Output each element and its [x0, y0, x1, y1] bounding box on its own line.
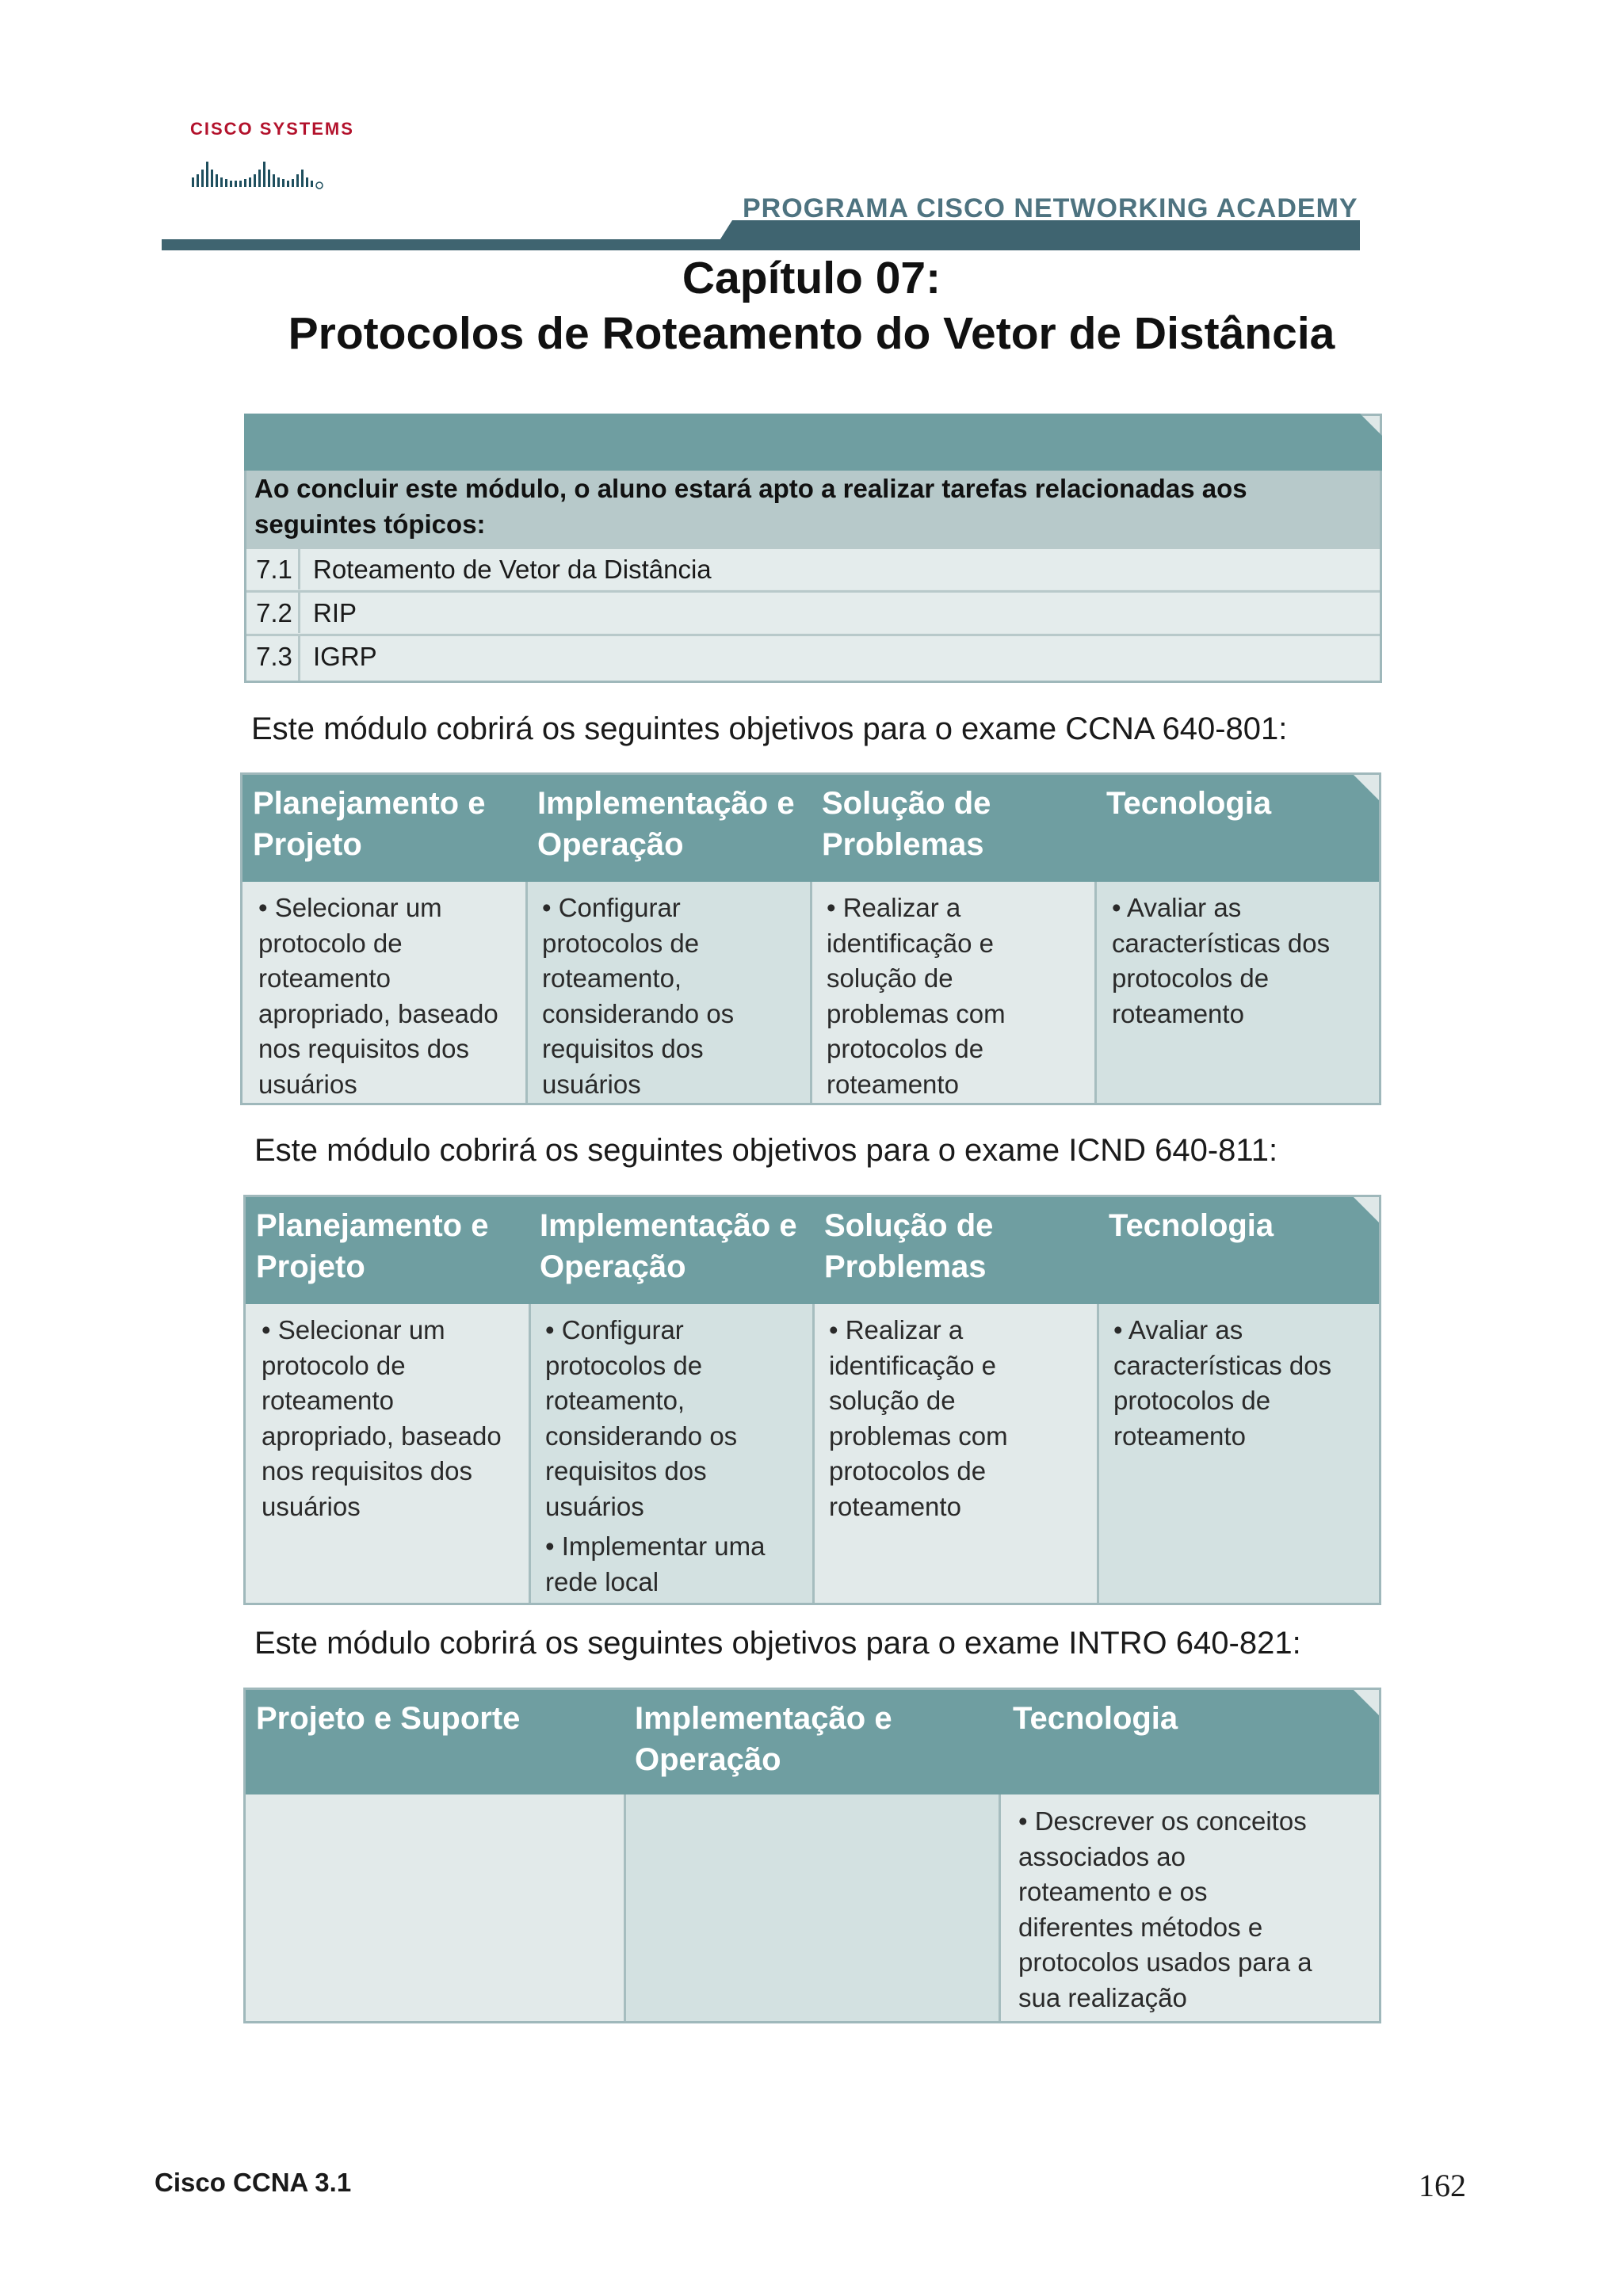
column-divider: [525, 882, 528, 1103]
column-header: Solução de Problemas: [822, 786, 991, 862]
table-cell: • Configurar protocolos de roteamento, considerando os requisitos dos usuários: [542, 893, 735, 1099]
objective-row: [246, 547, 1380, 589]
header-rule: [162, 239, 1360, 250]
objective-label: Roteamento de Vetor da Distância: [313, 555, 712, 584]
objective-label: IGRP: [313, 642, 377, 671]
table-cell: • Configurar protocolos de roteamento, considerando os requisitos dos usuários • Implementar uma rede local: [545, 1315, 766, 1596]
column-divider: [529, 1304, 531, 1603]
icnd-caption: Este módulo cobrirá os seguintes objetivos para o exame ICND 640-811:: [254, 1133, 1278, 1168]
icnd-objectives-table: [243, 1195, 1381, 1605]
objectives-box-header: [244, 414, 1382, 471]
table-cell: • Realizar a identificação e solução de problemas com protocolos de roteamento: [829, 1315, 1008, 1521]
ccna-caption: Este módulo cobrirá os seguintes objetivos para o exame CCNA 640-801:: [251, 711, 1288, 746]
column-divider: [1097, 1304, 1099, 1603]
column-header: Tecnologia: [1106, 786, 1272, 821]
chapter-number: Capítulo 07:: [682, 253, 941, 303]
table-cell: • Descrever os conceitos associados ao roteamento e os diferentes métodos e protocolos usados para a sua realização: [1018, 1806, 1312, 2012]
column-divider: [999, 1794, 1001, 2021]
column-header: Implementação e Operação: [635, 1701, 892, 1777]
column-divider: [812, 1304, 815, 1603]
column-header: Implementação e Operação: [540, 1208, 797, 1284]
objectives-heading-line2: seguintes tópicos:: [254, 509, 486, 539]
column-divider: [624, 1794, 626, 2021]
column-header: Implementação e Operação: [537, 786, 795, 862]
footer-course-name: Cisco CCNA 3.1: [155, 2168, 352, 2197]
intro-caption: Este módulo cobrirá os seguintes objetivos para o exame INTRO 640-821:: [254, 1626, 1301, 1661]
table-cell: • Realizar a identificação e solução de problemas com protocolos de roteamento: [827, 893, 1006, 1099]
column-header: Planejamento e Projeto: [256, 1208, 489, 1284]
chapter-title: Protocolos de Roteamento do Vetor de Distância: [288, 308, 1335, 359]
objective-label: RIP: [313, 598, 357, 627]
intro-objectives-table: [243, 1688, 1381, 2023]
table-cell: • Avaliar as características dos protocolos de roteamento: [1112, 893, 1331, 1028]
table-column: [624, 1794, 999, 2021]
objective-row: [246, 634, 1380, 681]
ccna-objectives-table: [240, 772, 1381, 1105]
table-cell: • Selecionar um protocolo de roteamento apropriado, baseado nos requisitos dos usuários: [258, 893, 498, 1099]
objective-number: 7.2: [246, 593, 300, 633]
cisco-bridge-logo-icon: [190, 151, 325, 190]
objective-number: 7.3: [246, 636, 300, 681]
table-column: [246, 1794, 624, 2021]
column-header: Tecnologia: [1109, 1208, 1274, 1243]
table-cell: • Selecionar um protocolo de roteamento apropriado, baseado nos requisitos dos usuários: [262, 1315, 502, 1521]
column-header: Tecnologia: [1013, 1701, 1178, 1736]
objective-row: [246, 590, 1380, 633]
column-divider: [810, 882, 812, 1103]
column-header: Projeto e Suporte: [256, 1701, 521, 1736]
objective-number: 7.1: [246, 549, 300, 589]
cisco-systems-logo-text: CISCO SYSTEMS: [190, 119, 354, 139]
page-number: 162: [1419, 2168, 1466, 2203]
objectives-heading-line1: Ao concluir este módulo, o aluno estará apto a realizar tarefas relacionadas aos: [254, 474, 1247, 503]
column-divider: [1094, 882, 1097, 1103]
academy-banner: PROGRAMA CISCO NETWORKING ACADEMY: [743, 193, 1358, 223]
column-header: Solução de Problemas: [824, 1208, 994, 1284]
objectives-heading: [246, 471, 1380, 547]
column-header: Planejamento e Projeto: [253, 786, 486, 862]
table-cell: • Avaliar as características dos protocolos de roteamento: [1113, 1315, 1332, 1451]
